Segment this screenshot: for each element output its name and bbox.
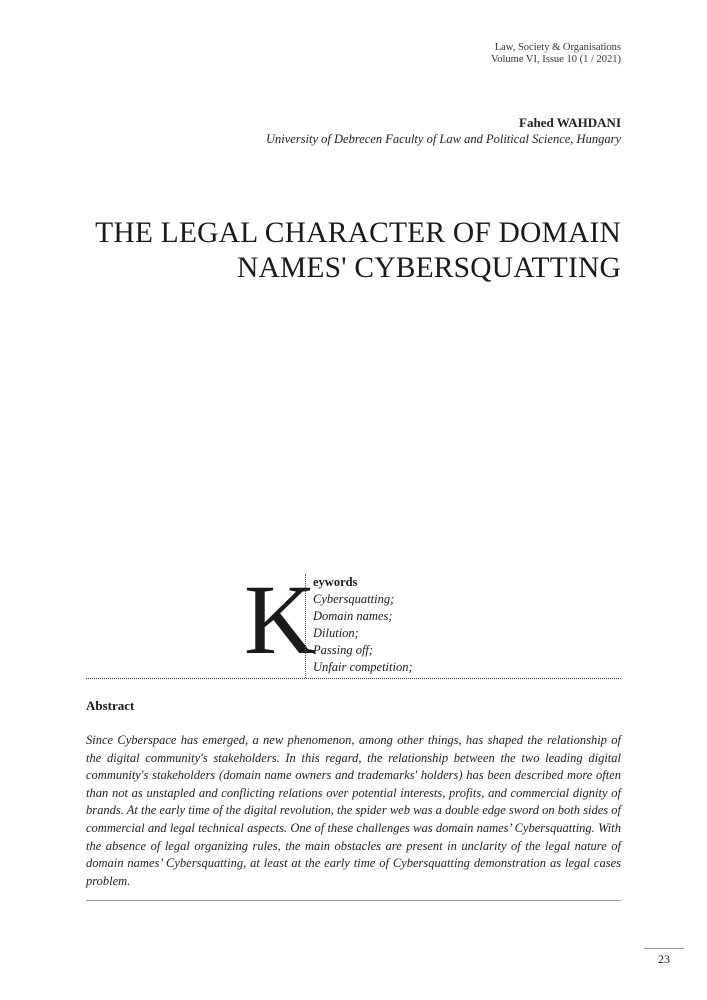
- article-title-line-1: THE LEGAL CHARACTER OF DOMAIN: [95, 217, 621, 249]
- abstract-heading: Abstract: [86, 698, 135, 713]
- keywords-bottom-rule: [86, 678, 621, 679]
- page-number-rule: [644, 948, 684, 949]
- journal-issue: Volume VI, Issue 10 (1 / 2021): [491, 54, 621, 65]
- keyword-item: Unfair competition;: [313, 660, 413, 674]
- abstract-body: Since Cyberspace has emerged, a new phenomenon, among other things, has shaped the relationship of the digital community's stakeholders. In this regard, the relationship between the two leading digital community's stakeholders (domain name owners and trademarks' holders) has been described more often than not as unstapled and conflicting relations over potential interests, profits, and commercial dignity of brands. At the early time of the digital revolution, the spider web was a double edge sword on both sides of commercial and legal technical aspects. One of these challenges was domain names’ Cybersquatting. With the absence of legal organizing rules, the main obstacles are present in unclarity of the legal nature of domain names’ Cybersquatting, at least at the early time of Cybersquatting demonstration as legal cases problem.: [86, 733, 621, 888]
- keyword-item: Dilution;: [313, 626, 359, 640]
- keywords-heading: eywords: [313, 575, 358, 589]
- keyword-item: Cybersquatting;: [313, 592, 395, 606]
- keywords-divider: [305, 574, 306, 678]
- keyword-item: Passing off;: [313, 643, 374, 657]
- abstract-bottom-rule: [86, 900, 621, 901]
- keywords-drop-cap: K: [244, 564, 317, 675]
- author-affiliation: University of Debrecen Faculty of Law and Political Science, Hungary: [265, 132, 621, 146]
- page-number: 23: [658, 952, 670, 966]
- journal-name: Law, Society & Organisations: [494, 42, 621, 53]
- journal-header: [491, 42, 621, 66]
- article-title: [61, 216, 621, 286]
- keywords-block: [313, 574, 413, 676]
- author-name: Fahed WAHDANI: [519, 115, 621, 130]
- keyword-item: Domain names;: [313, 609, 393, 623]
- article-title-line-2: NAMES' CYBERSQUATTING: [236, 252, 621, 284]
